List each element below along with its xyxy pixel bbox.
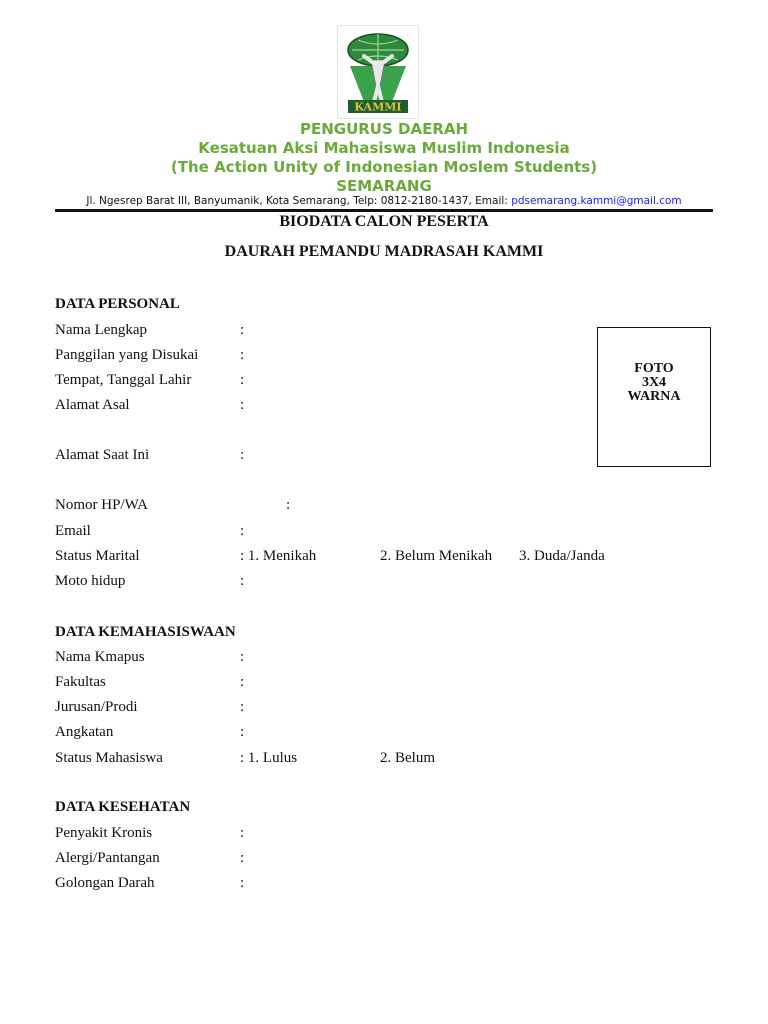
org-level: PENGURUS DAERAH	[299, 120, 469, 138]
field-label: Tempat, Tanggal Lahir	[55, 372, 192, 388]
field-colon: :	[240, 397, 245, 413]
field-colon: :	[240, 825, 245, 841]
field-colon: :	[240, 649, 245, 665]
field-colon: :	[240, 875, 245, 891]
field-colon: :	[240, 699, 245, 715]
org-name-english: (The Action Unity of Indonesian Moslem Students)	[170, 158, 598, 176]
field-colon: :	[240, 523, 245, 539]
marital-option-belum-menikah[interactable]: 2. Belum Menikah	[380, 548, 493, 564]
kammi-logo-icon	[338, 26, 418, 118]
field-label: Fakultas	[55, 674, 106, 690]
section-kesehatan-heading: DATA KESEHATAN	[55, 799, 191, 815]
field-label: Nomor HP/WA	[55, 497, 148, 513]
org-name: Kesatuan Aksi Mahasiswa Muslim Indonesia	[198, 139, 570, 157]
field-label: Status Marital	[55, 548, 140, 564]
field-label: Alergi/Pantangan	[55, 850, 160, 866]
photo-label-2: 3X4	[641, 375, 667, 390]
form-title: BIODATA CALON PESERTA	[279, 213, 489, 230]
field-colon: :	[240, 573, 245, 589]
field-colon: :	[240, 447, 245, 463]
field-label: Moto hidup	[55, 573, 126, 589]
photo-label-3: WARNA	[627, 389, 681, 404]
field-label: Angkatan	[55, 724, 114, 740]
field-colon: :	[240, 674, 245, 690]
field-colon: :	[240, 724, 245, 740]
header-divider	[55, 209, 713, 212]
photo-label-1: FOTO	[634, 361, 674, 376]
status-option-lulus[interactable]: : 1. Lulus	[240, 750, 298, 766]
section-personal-heading: DATA PERSONAL	[55, 296, 180, 312]
field-colon: :	[240, 347, 245, 363]
status-option-belum[interactable]: 2. Belum	[380, 750, 435, 766]
logo-text: KAMMI	[354, 100, 402, 114]
field-colon: :	[240, 322, 245, 338]
field-colon: :	[240, 372, 245, 388]
org-city: SEMARANG	[336, 177, 432, 195]
field-label: Jurusan/Prodi	[55, 699, 138, 715]
email-link[interactable]: pdsemarang.kammi@gmail.com	[511, 195, 682, 207]
field-label: Nama Lengkap	[55, 322, 148, 338]
field-label: Panggilan yang Disukai	[55, 347, 199, 363]
org-address	[0, 195, 768, 207]
form-subtitle: DAURAH PEMANDU MADRASAH KAMMI	[224, 243, 544, 260]
field-label: Nama Kmapus	[55, 649, 145, 665]
field-colon: :	[240, 850, 245, 866]
field-label: Golongan Darah	[55, 875, 155, 891]
section-kemahasiswaan-heading: DATA KEMAHASISWAAN	[55, 624, 236, 640]
field-label: Penyakit Kronis	[55, 825, 153, 841]
marital-option-menikah[interactable]: : 1. Menikah	[240, 548, 317, 564]
address-text: Jl. Ngesrep Barat III, Banyumanik, Kota Semarang, Telp: 0812-2180-1437, Email:	[86, 195, 512, 207]
photo-placeholder	[597, 327, 711, 467]
field-label: Alamat Asal	[55, 397, 130, 413]
kammi-logo	[337, 25, 419, 119]
field-label: Email	[55, 523, 91, 539]
field-label: Alamat Saat Ini	[55, 447, 150, 463]
field-label: Status Mahasiswa	[55, 750, 163, 766]
marital-option-duda-janda[interactable]: 3. Duda/Janda	[519, 548, 605, 564]
field-colon: :	[286, 497, 291, 513]
